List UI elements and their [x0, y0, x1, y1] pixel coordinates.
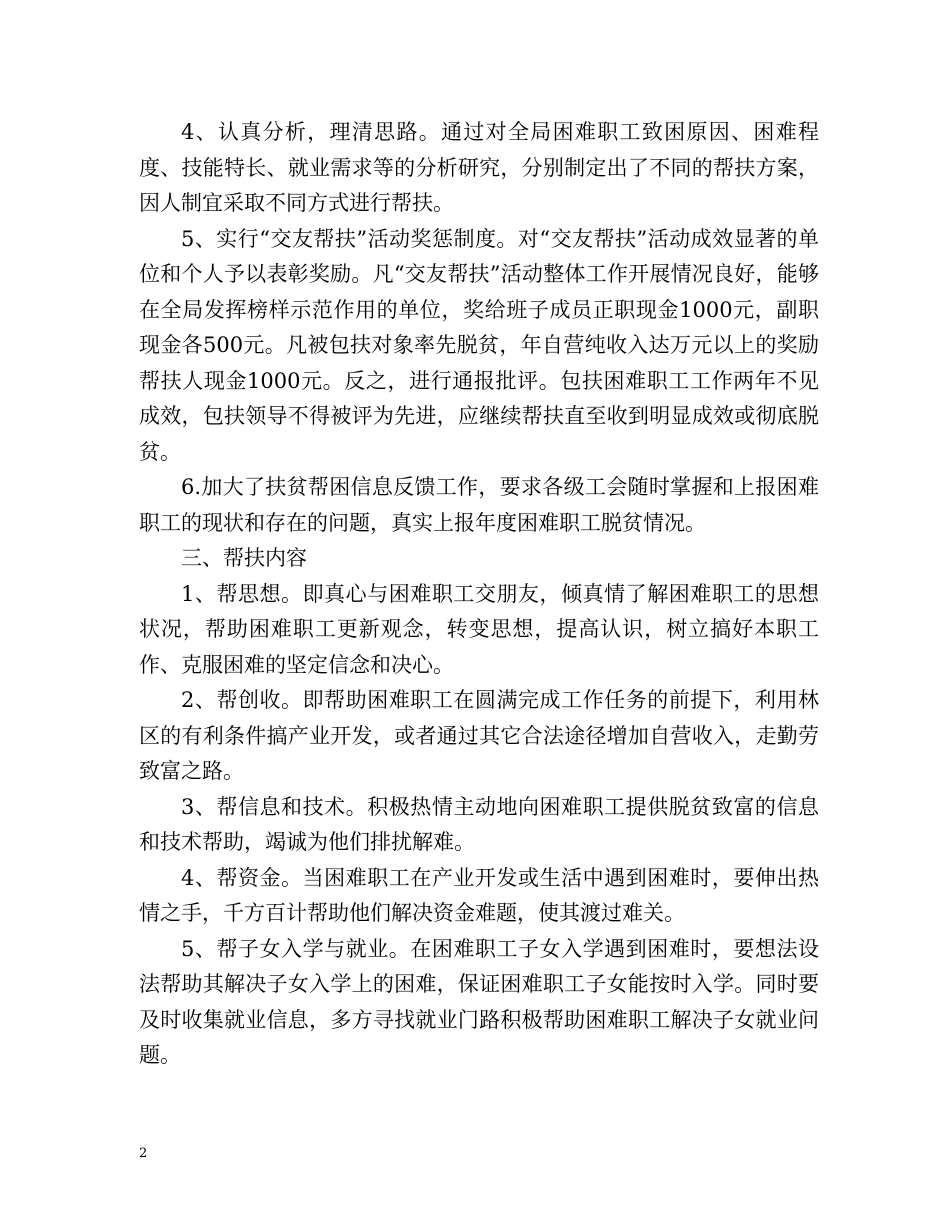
page-number: 2	[139, 1146, 148, 1161]
paragraph-help-income: 2、帮创收。即帮助困难职工在圆满完成工作任务的前提下，利用林区的有利条件搞产业开发，或者通过其它合法途径增加自营收入，走勤劳致富之路。	[139, 688, 819, 783]
paragraph-help-education-employment: 5、帮子女入学与就业。在困难职工子女入学遇到困难时，要想法设法帮助其解决子女入学上的困难，保证困难职工子女能按时入学。同时要及时收集就业信息，多方寻找就业门路积极帮助困难职工解决子女就业问题。	[139, 936, 819, 1067]
paragraph-help-information: 3、帮信息和技术。积极热情主动地向困难职工提供脱贫致富的信息和技术帮助，竭诚为他们排扰解难。	[139, 794, 819, 854]
paragraph-help-thinking: 1、帮思想。即真心与困难职工交朋友，倾真情了解困难职工的思想状况，帮助困难职工更新观念，转变思想，提高认识，树立搞好本职工作、克服困难的坚定信念和决心。	[139, 581, 819, 677]
document-body	[139, 115, 819, 1074]
paragraph-item-4-analysis: 4、认真分析，理清思路。通过对全局困难职工致困原因、困难程度、技能特长、就业需求等的分析研究，分别制定出了不同的帮扶方案，因人制宜采取不同方式进行帮扶。	[139, 120, 819, 215]
paragraph-item-5-reward-system: 5、实行“交友帮扶”活动奖惩制度。对“交友帮扶”活动成效显著的单位和个人予以表彰奖励。凡“交友帮扶”活动整体工作开展情况良好，能够在全局发挥榜样示范作用的单位，奖给班子成员正职现金1000元，副职现金各500元。凡被包扶对象率先脱贫，年自营纯收入达万元以上的奖励帮扶人现金1000元。反之，进行通报批评。包扶困难职工工作两年不见成效，包扶领导不得被评为先进，应继续帮扶直至收到明显成效或彻底脱贫。	[139, 226, 819, 464]
paragraph-help-funds: 4、帮资金。当困难职工在产业开发或生活中遇到困难时，要伸出热情之手，千方百计帮助他们解决资金难题，使其渡过难关。	[139, 865, 819, 925]
paragraph-item-6-feedback: 6.加大了扶贫帮困信息反馈工作，要求各级工会随时掌握和上报困难职工的现状和存在的问题，真实上报年度困难职工脱贫情况。	[139, 475, 819, 535]
section-heading-assistance-content: 三、帮扶内容	[181, 546, 307, 570]
